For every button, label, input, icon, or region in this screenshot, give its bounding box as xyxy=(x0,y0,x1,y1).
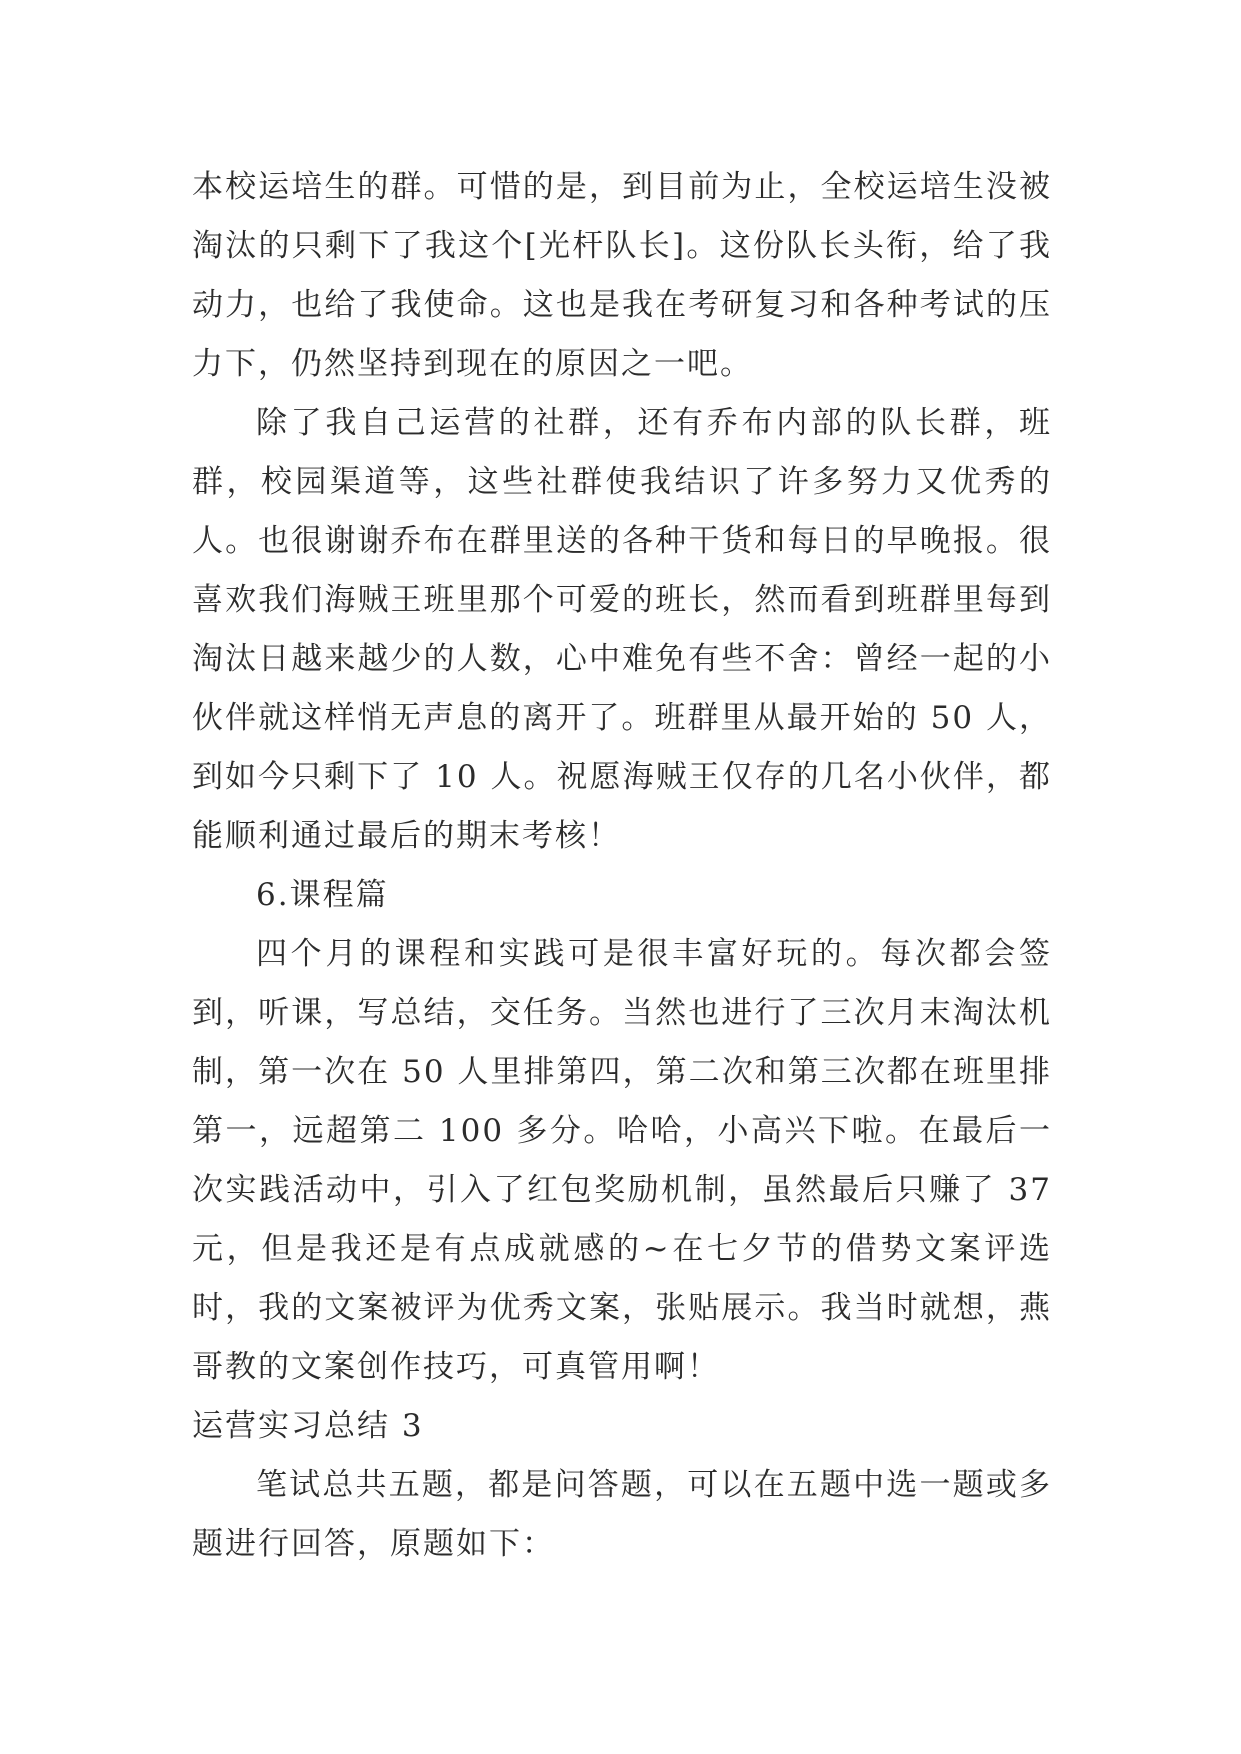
paragraph-courses: 四个月的课程和实践可是很丰富好玩的。每次都会签到，听课，写总结，交任务。当然也进行了三次月末淘汰机制，第一次在 50 人里排第四，第二次和第三次都在班里排第一，远超第二 100 多分。哈哈，小高兴下啦。在最后一次实践活动中，引入了红包奖励机制，虽然最后只赚了 37 元，但是我还是有点成就感的~在七夕节的借势文案评选时，我的文案被评为优秀文案，张贴展示。我当时就想，燕哥教的文案创作技巧，可真管用啊！ xyxy=(192,936,1052,1385)
paragraph-communities: 除了我自己运营的社群，还有乔布内部的队长群，班群，校园渠道等，这些社群使我结识了许多努力又优秀的人。也很谢谢乔布在群里送的各种干货和每日的早晚报。很喜欢我们海贼王班里那个可爱的班长，然而看到班群里每到淘汰日越来越少的人数，心中难免有些不舍：曾经一起的小伙伴就这样悄无声息的离开了。班群里从最开始的 50 人，到如今只剩下了 10 人。祝愿海贼王仅存的几名小伙伴，都能顺利通过最后的期末考核！ xyxy=(192,405,1052,854)
heading-summary-3: 运营实习总结 3 xyxy=(192,1408,424,1444)
paragraph-written-test: 笔试总共五题，都是问答题，可以在五题中选一题或多题进行回答，原题如下： xyxy=(192,1467,1052,1562)
paragraph-team-leader: 本校运培生的群。可惜的是，到目前为止，全校运培生没被淘汰的只剩下了我这个[光杆队长]。这份队长头衔，给了我动力，也给了我使命。这也是我在考研复习和各种考试的压力下，仍然坚持到现在的原因之一吧。 xyxy=(192,169,1052,382)
section-title-courses: 6.课程篇 xyxy=(256,877,389,913)
document-body xyxy=(192,158,1052,1574)
